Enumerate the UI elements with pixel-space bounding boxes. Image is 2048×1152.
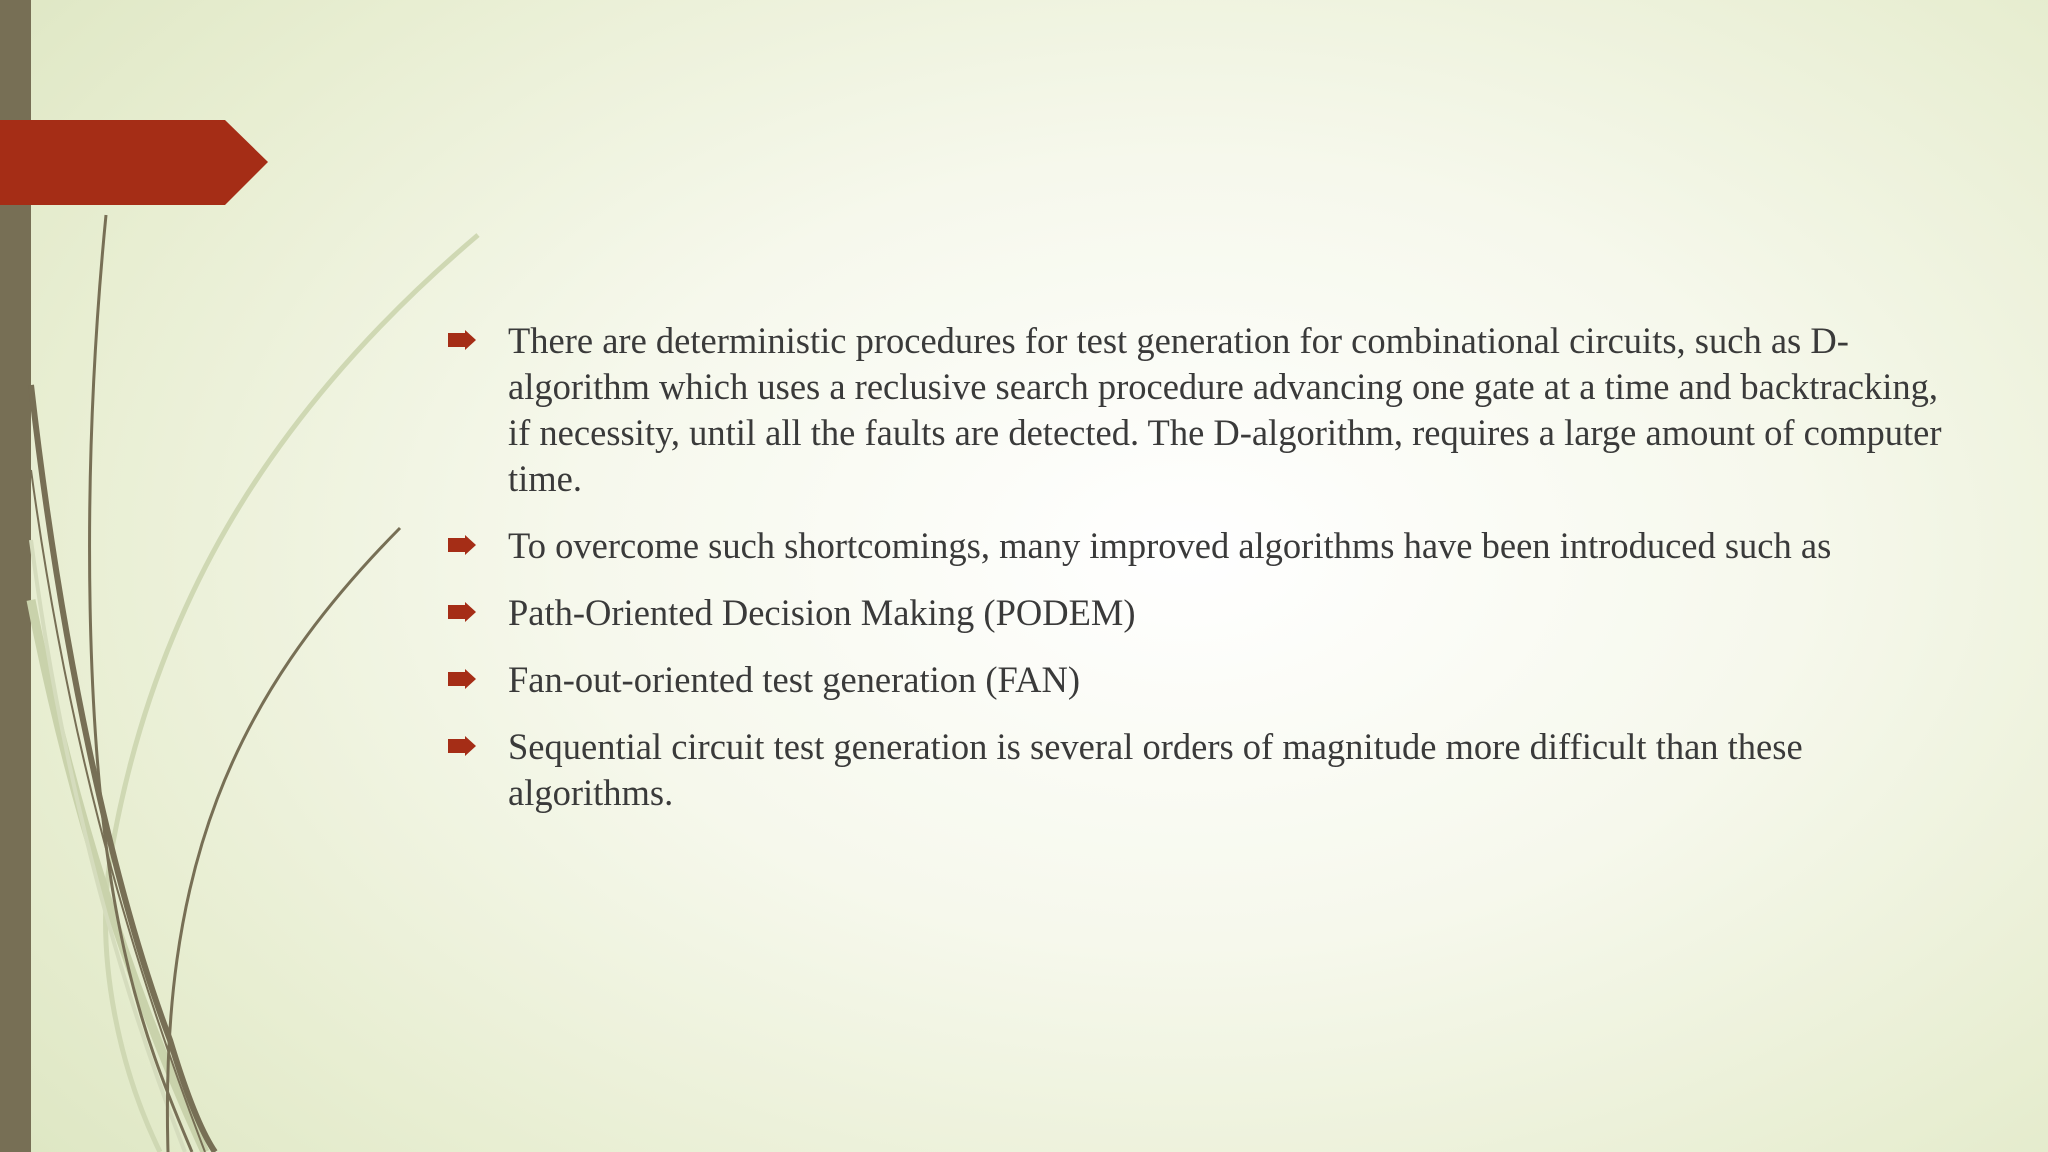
- dark-stem-2: [31, 385, 215, 1152]
- bullet-item: [448, 318, 1948, 502]
- bullet-text: Fan-out-oriented test generation (FAN): [508, 659, 1081, 700]
- bullet-item: [448, 657, 1948, 703]
- arrow-bullet-icon: [448, 602, 476, 622]
- bullet-item: [448, 590, 1948, 636]
- arrow-bullet-icon: [448, 535, 476, 555]
- bullet-item: [448, 724, 1948, 816]
- bullet-text: To overcome such shortcomings, many improved algorithms have been introduced such as: [508, 525, 1832, 566]
- content-area: [448, 318, 1948, 837]
- arrow-bullet-icon: [448, 736, 476, 756]
- arrow-bullet-icon: [448, 330, 476, 350]
- arrow-bullet-icon: [448, 669, 476, 689]
- dark-stem-1: [90, 215, 192, 1152]
- bullet-item: [448, 523, 1948, 569]
- bullet-text: Path-Oriented Decision Making (PODEM): [508, 592, 1136, 633]
- bullet-text: Sequential circuit test generation is several orders of magnitude more difficult than these algorithms.: [508, 726, 1803, 813]
- title-arrow-banner: [0, 120, 268, 205]
- bullet-list: [448, 318, 1948, 816]
- bullet-text: There are deterministic procedures for test generation for combinational circuits, such as D-algorithm which uses a reclusive search procedure advancing one gate at a time and backtracking, if necessity, until all the faults are detected. The D-algorithm, requires a large amount of computer time.: [508, 320, 1942, 499]
- dark-stem-3: [167, 528, 400, 1152]
